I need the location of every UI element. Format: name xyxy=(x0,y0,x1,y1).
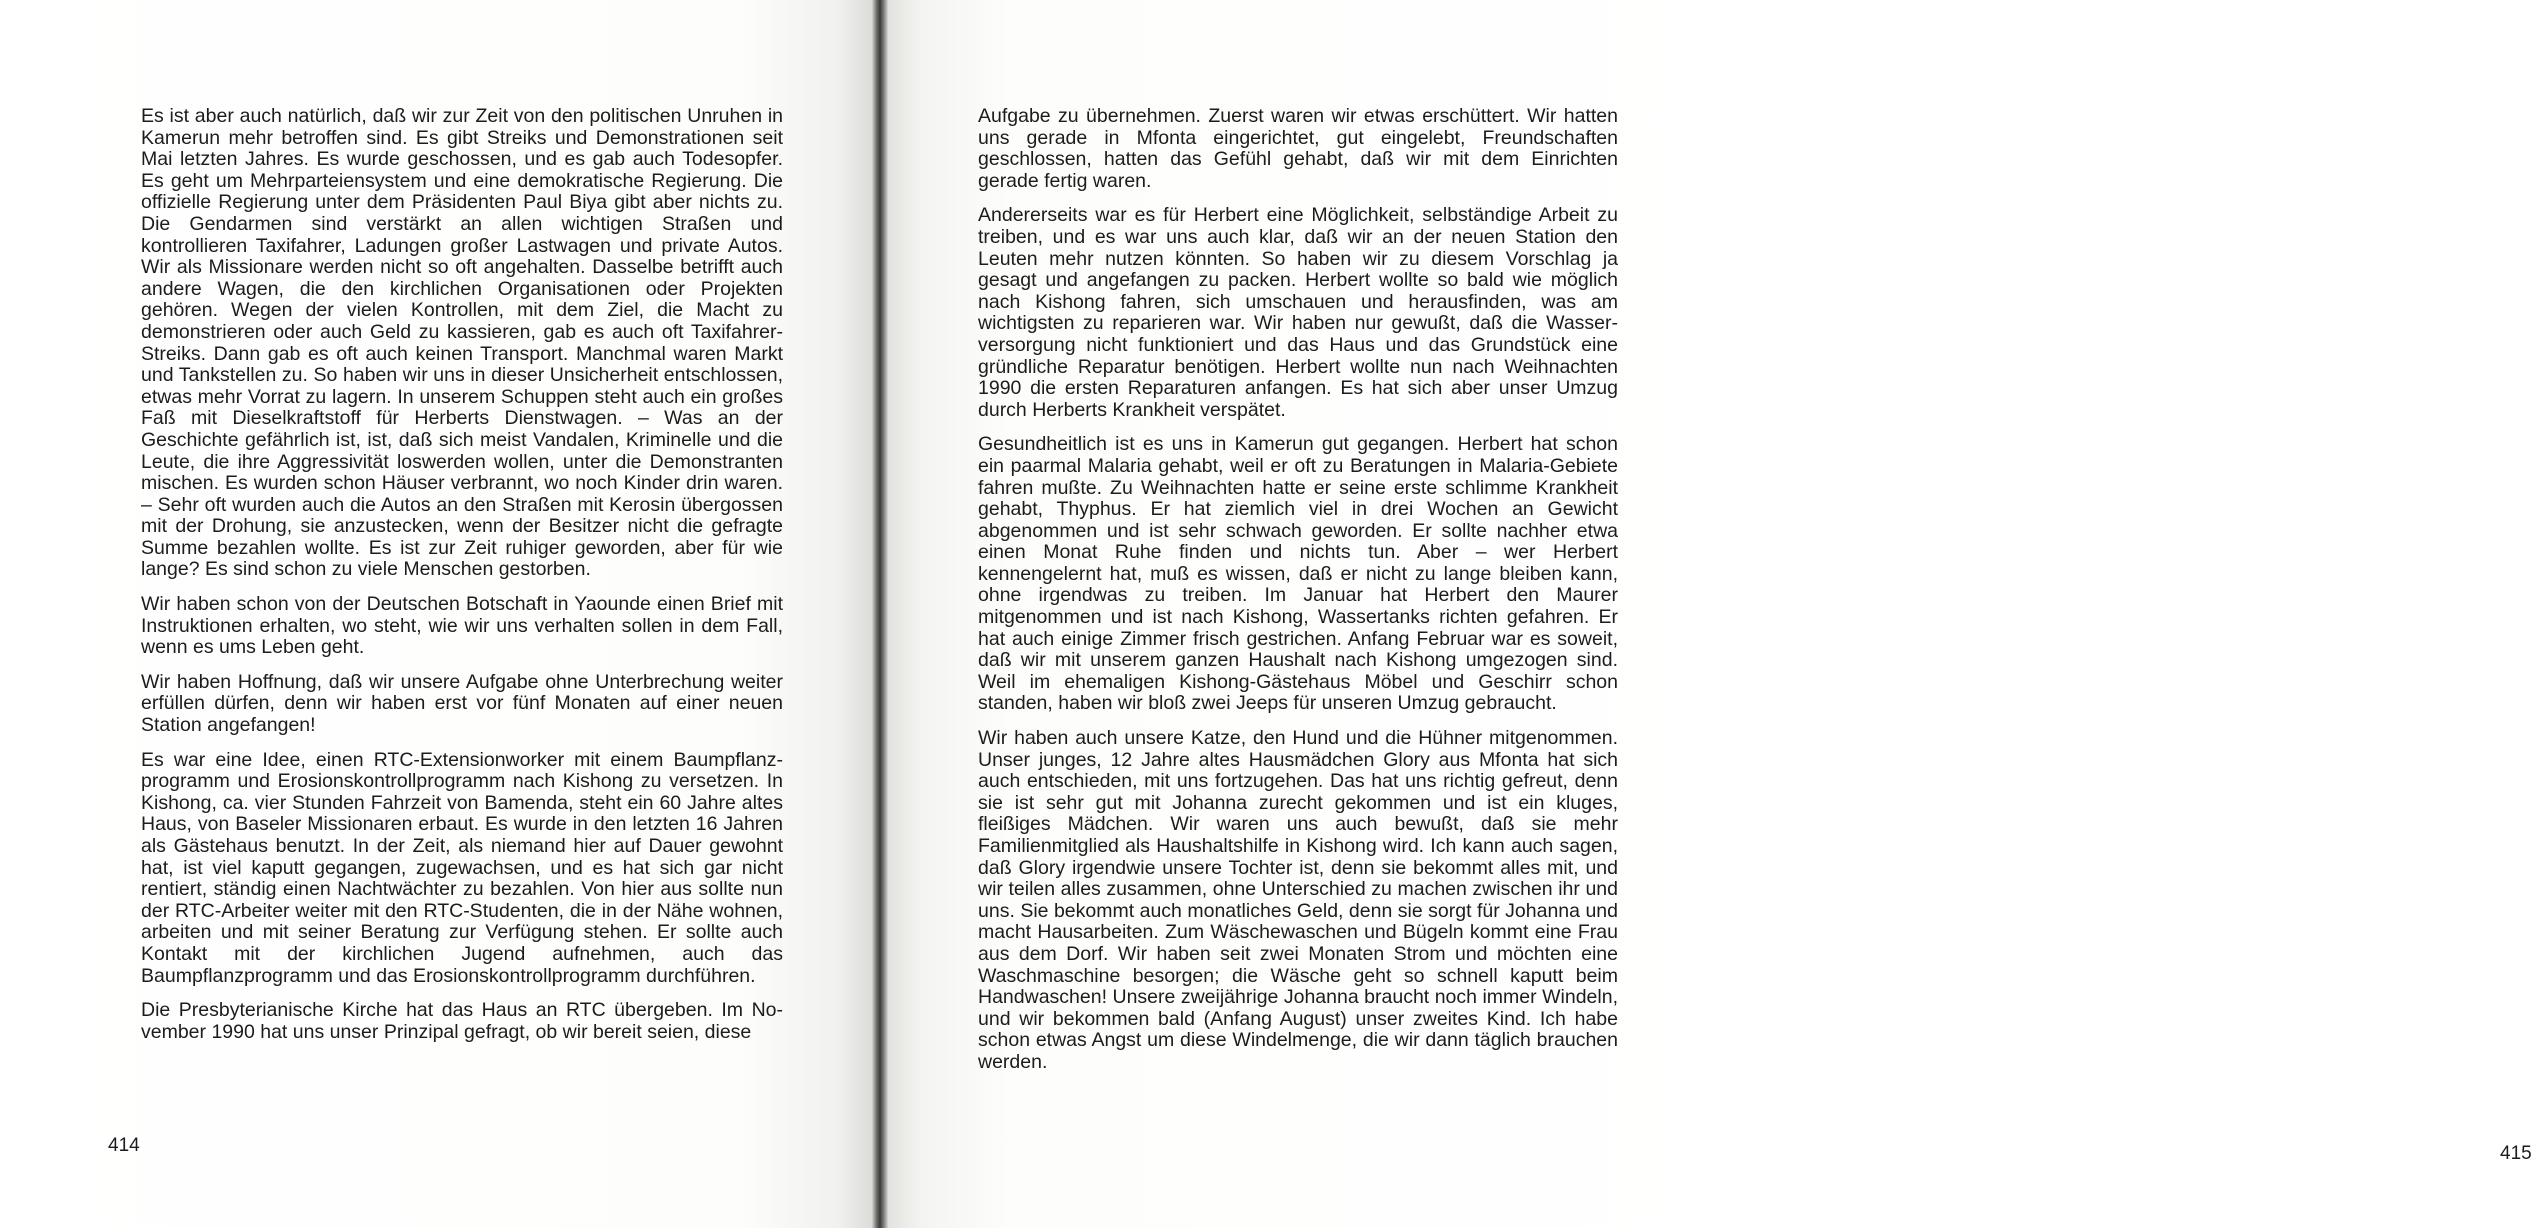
paragraph: Wir haben Hoffnung, daß wir unsere Aufgabe ohne Unterbrechung weiter erfüllen dürfen, denn wir haben erst vor fünf Monaten auf einer neuen Station angefangen! xyxy=(141,670,783,737)
left-page xyxy=(0,0,872,1228)
page-number-left: 414 xyxy=(108,1135,140,1156)
paragraph: Die Presbyterianische Kirche hat das Haus an RTC übergeben. Im November 1990 hat uns unser Prinzipal gefragt, ob wir bereit seien, diese xyxy=(141,999,783,1043)
left-page-text xyxy=(141,106,783,1056)
book-gutter xyxy=(872,0,888,1228)
paragraph: Wir haben auch unsere Katze, den Hund und die Hühner mitgenommen. Unser junges, 12 Jahre altes Hausmädchen Glory aus Mfonta hat sich auch entschieden, mit uns fortzugehen. Das hat uns richtig gefreut, denn sie ist sehr gut mit Johanna zurecht gekommen und ist ein kluges, fleißiges Mädchen. Wir waren uns auch bewußt, daß sie mehr Familienmitglied als Haushaltshilfe in Kishong wird. Ich kann auch sagen, daß Glory irgendwie unsere Tochter ist, denn sie bekommt alles mit, und wir teilen alles zusammen, ohne Unterschied zu machen zwischen ihr und uns. Sie bekommt auch monatliches Geld, denn sie sorgt für Johanna und macht Hausarbeiten. Zum Wäschewaschen und Bügeln kommt eine Frau aus dem Dorf. Wir haben seit zwei Monaten Strom und möchten eine Waschmaschine besorgen; die Wäsche geht so schnell kaputt beim Handwaschen! Unsere zweijährige Johanna braucht noch immer Windeln, und wir bekommen bald (Anfang August) unser zweites Kind. Ich habe schon etwas Angst um diese Windelmenge, die wir dann täglich brauchen werden. xyxy=(978,727,1618,1073)
page-number-right: 415 xyxy=(2500,1143,2532,1164)
paragraph: Andererseits war es für Herbert eine Möglichkeit, selbständige Arbeit zu treiben, und es war uns auch klar, daß wir an der neuen Station den Leuten mehr nutzen könnten. So haben wir zu diesem Vorschlag ja gesagt und angefangen zu packen. Herbert wollte so bald wie möglich nach Kishong fahren, sich umschauen und herausfinden, was am wichtigsten zu reparieren war. Wir haben nur gewußt, daß die Wasserversorgung nicht funktioniert und das Haus und das Grundstück eine gründliche Reparatur benötigen. Herbert wollte nun nach Weihnachten 1990 die ersten Reparaturen anfangen. Es hat sich aber unser Umzug durch Herberts Krankheit verspätet. xyxy=(978,204,1618,421)
paragraph: Es ist aber auch natürlich, daß wir zur Zeit von den politischen Unruhen in Kamerun mehr betroffen sind. Es gibt Streiks und Demonstrationen seit Mai letzten Jahres. Es wurde geschossen, und es gab auch Todesopfer. Es geht um Mehrparteiensystem und eine demokratische Regierung. Die offizielle Regierung unter dem Präsidenten Paul Biya gibt aber nichts zu. Die Gendarmen sind verstärkt an allen wichtigen Straßen und kontrollieren Taxifahrer, Ladungen großer Lastwagen und private Autos. Wir als Missionare werden nicht so oft angehalten. Dasselbe betrifft auch andere Wagen, die den kirchlichen Organisationen oder Projekten gehören. Wegen der vielen Kontrollen, mit dem Ziel, die Macht zu demonstrieren oder auch Geld zu kassieren, gab es auch oft Taxifahrer-Streiks. Dann gab es oft auch keinen Transport. Manchmal waren Markt und Tankstellen zu. So haben wir uns in dieser Unsicherheit entschlossen, etwas mehr Vorrat zu lagern. In unserem Schuppen steht auch ein großes Faß mit Dieselkraftstoff für Herberts Dienstwagen. – Was an der Geschichte gefährlich ist, ist, daß sich meist Vandalen, Kriminelle und die Leute, die ihre Aggressivität loswerden wollen, unter die Demonstranten mischen. Es wurden schon Häuser verbrannt, wo noch Kinder drin waren. – Sehr oft wurden auch die Autos an den Straßen mit Kerosin übergossen mit der Drohung, sie anzustecken, wenn der Besitzer nicht die gefragte Summe bezahlen wollte. Es ist zur Zeit ruhiger geworden, aber für wie lange? Es sind schon zu viele Menschen gestorben. xyxy=(141,105,783,581)
right-page-text xyxy=(978,106,1618,1087)
paragraph: Es war eine Idee, einen RTC-Extensionworker mit einem Baumpflanzprogramm und Erosionskontrollprogramm nach Kishong zu versetzen. In Kishong, ca. vier Stunden Fahrzeit von Bamenda, steht ein 60 Jahre altes Haus, von Baseler Missionaren erbaut. Es wurde in den letzten 16 Jahren als Gästehaus benutzt. In der Zeit, als niemand hier auf Dauer gewohnt hat, ist viel kaputt gegangen, zugewachsen, und es hat sich gar nicht rentiert, ständig einen Nachtwächter zu bezahlen. Von hier aus sollte nun der RTC-Arbeiter weiter mit den RTC-Studenten, die in der Nähe wohnen, arbeiten und mit seiner Beratung zur Verfügung stehen. Er sollte auch Kontakt mit der kirchlichen Jugend aufnehmen, auch das Baumpflanzprogramm und das Erosionskontrollprogramm durchführen. xyxy=(141,748,783,987)
paragraph: Aufgabe zu übernehmen. Zuerst waren wir etwas erschüttert. Wir hatten uns gerade in Mfonta eingerichtet, gut eingelebt, Freundschaften geschlossen, hatten das Gefühl gehabt, daß wir mit dem Einrichten gerade fertig waren. xyxy=(978,105,1618,192)
paragraph: Wir haben schon von der Deutschen Botschaft in Yaounde einen Brief mit Instruktionen erhalten, wo steht, wie wir uns verhalten sollen in dem Fall, wenn es ums Leben geht. xyxy=(141,593,783,659)
paragraph: Gesundheitlich ist es uns in Kamerun gut gegangen. Herbert hat schon ein paarmal Malaria gehabt, weil er oft zu Beratungen in Malaria-Gebiete fahren mußte. Zu Weihnachten hatte er seine erste schlimme Krankheit gehabt, Thyphus. Er hat ziemlich viel in drei Wochen an Gewicht abgenommen und ist sehr schwach geworden. Er sollte nachher etwa einen Monat Ruhe finden und nichts tun. Aber – wer Herbert kennengelernt hat, muß es wissen, daß er nicht zu lange bleiben kann, ohne irgendwas zu treiben. Im Januar hat Herbert den Maurer mitgenommen und ist nach Kishong, Wassertanks richten gefahren. Er hat auch einige Zimmer frisch gestrichen. Anfang Februar war es soweit, daß wir mit unserem ganzen Haushalt nach Kishong umgezogen sind. Weil im ehemaligen Kishong-Gästehaus Möbel und Geschirr schon standen, haben wir bloß zwei Jeeps für unseren Umzug gebraucht. xyxy=(978,433,1618,715)
